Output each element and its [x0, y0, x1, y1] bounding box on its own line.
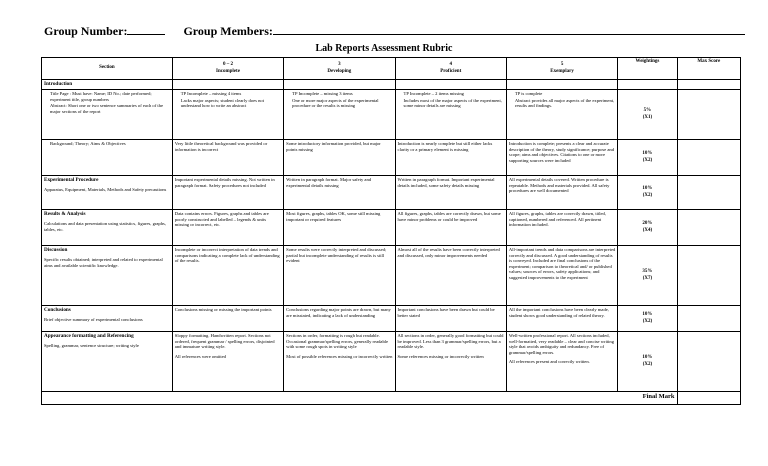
section-cell: Conclusions Brief objective summary of experimental conclusions: [42, 306, 173, 332]
exemplary-cell: All figures, graphs, tables are correctly drawn, titled, captioned, numbered and referenced. All pertinent information included.: [506, 210, 617, 246]
table-row: [42, 246, 741, 306]
developing-cell: Conclusions regarding major points are drawn, but many are misstated, indicating a lack of understanding: [284, 306, 395, 332]
incomplete-cell: Important experimental details missing. Not written in paragraph format. Safety procedures not included: [172, 176, 283, 210]
rubric-table: [41, 57, 741, 405]
proficient-cell: Written in paragraph format. Important experimental details included, some safety details missing: [395, 176, 506, 210]
header-row: [42, 58, 741, 80]
group-header: [44, 24, 734, 40]
col-header-developing: 3 Developing: [284, 58, 395, 80]
proficient-cell: Almost all of the results have been correctly interpreted and discussed, only minor improvements needed: [395, 246, 506, 306]
incomplete-cell: Conclusions missing or missing the important points: [172, 306, 283, 332]
group-members-blank[interactable]: [273, 24, 745, 35]
proficient-cell: Important conclusions have been drawn but could be better stated: [395, 306, 506, 332]
exemplary-cell: All-important trends and data comparisons are interpreted correctly and discussed. A good understanding of results is conveyed. Included are final conclusions of the experiment; comparison to theoretical and/ or published values; sources of errors, safety applications; and suggested improvements to the experiment: [506, 246, 617, 306]
exemplary-cell: • TP is complete • Abstract provides all major aspects of the experiment, results and findings.: [506, 90, 617, 140]
proficient-cell: Introduction is nearly complete but still either lacks clarity or a primary element is missing: [395, 140, 506, 176]
incomplete-cell: Incomplete or incorrect interpretation of data trends and comparisons indicating a complete lack of understanding of the results.: [172, 246, 283, 306]
developing-cell: • TP Incomplete – missing 3 items • One or more major aspects of the experimental procedure or the results is missing: [284, 90, 395, 140]
col-header-exemplary: 5 Exemplary: [506, 58, 617, 80]
max-score-cell[interactable]: [677, 332, 740, 392]
developing-cell: Most figures, graphs, tables OK, some still missing important or required features: [284, 210, 395, 246]
exemplary-cell: All the important conclusions have been clearly made, student shows good understanding of related theory.: [506, 306, 617, 332]
col-header-weightings: Weightings: [618, 58, 677, 80]
weighting-cell: 5% (X1): [618, 90, 677, 140]
table-row: [42, 332, 741, 392]
incomplete-cell: • TP Incomplete – missing 4 items • Lacks major aspects; student clearly does not understand how to write an abstract: [172, 90, 283, 140]
col-header-proficient: 4 Proficient: [395, 58, 506, 80]
section-cell: Discussion Specific results obtained; interpreted and related to experimental aims and available scientific knowledge.: [42, 246, 173, 306]
incomplete-cell: Sloppy formatting. Handwritten report. Sections not ordered, frequent grammar / spelling errors, disjointed and immature writing style. All references were omitted: [172, 332, 283, 392]
table-row: [42, 306, 741, 332]
weighting-cell: 20% (X4): [618, 210, 677, 246]
final-mark-row: [42, 392, 741, 405]
proficient-cell: All sections in order, generally good formatting but could be improved. Less than 3 grammar/spelling errors, but a readable style. Some references missing or incorrectly written: [395, 332, 506, 392]
developing-cell: Sections in order, formatting is rough but readable. Occasional grammar/spelling errors, generally readable with some rough spots in writing style Most of possible references missing or incorrectly written: [284, 332, 395, 392]
table-row: [42, 90, 741, 140]
exemplary-cell: Introduction is complete; presents a clear and accurate description of the theory, study significance; purpose and scope; aims and objectives. Citations to one or more supporting sources were included: [506, 140, 617, 176]
section-cell: • Title Page : Must have: Name; ID No.; date performed; experiment title, group numbers • Abstract: Short one or two sentence summaries of each of the major sections of the report: [42, 90, 173, 140]
group-number-blank[interactable]: [127, 24, 165, 35]
weighting-cell: 10% (X2): [618, 306, 677, 332]
max-score-cell[interactable]: [677, 210, 740, 246]
weighting-cell: 10% (X2): [618, 176, 677, 210]
weighting-cell: 10% (X2): [618, 140, 677, 176]
incomplete-cell: Data contains errors. Figures, graphs and tables are poorly constructed and labelled – legends & units missing or incorrect, etc.: [172, 210, 283, 246]
col-header-section: Section: [42, 58, 173, 80]
col-header-max-score: Max Score: [677, 58, 740, 80]
weighting-cell: 10% (X2): [618, 332, 677, 392]
developing-cell: Written in paragraph format. Major safety and experimental details missing: [284, 176, 395, 210]
max-score-cell[interactable]: [677, 90, 740, 140]
final-mark-cell[interactable]: [677, 392, 740, 405]
max-score-cell[interactable]: [677, 80, 740, 90]
rubric-title: Lab Reports Assessment Rubric: [315, 43, 453, 54]
group-number-label: Group Number:: [44, 24, 128, 38]
weighting-cell: 35% (X7): [618, 246, 677, 306]
col-header-incomplete: 0 – 2 Incomplete: [172, 58, 283, 80]
developing-cell: Some introductory information provided, but major points missing: [284, 140, 395, 176]
developing-cell: Some results were correctly interpreted and discussed; partial but incomplete understanding of results is still evident: [284, 246, 395, 306]
incomplete-cell: Very little theoretical background was provided or information is incorrect: [172, 140, 283, 176]
table-row: [42, 140, 741, 176]
table-row: [42, 80, 741, 90]
max-score-cell[interactable]: [677, 306, 740, 332]
section-cell: Introduction: [42, 80, 173, 90]
section-cell: Experimental Procedure Apparatus, Equipment, Materials, Methods and Safety precautions: [42, 176, 173, 210]
exemplary-cell: All experimental details covered. Written procedure is repeatable. Methods and materials provided. All safety procedures are well documented: [506, 176, 617, 210]
final-mark-label: Final Mark: [42, 392, 678, 405]
max-score-cell[interactable]: [677, 246, 740, 306]
table-row: [42, 176, 741, 210]
group-members-label: Group Members:: [183, 24, 273, 38]
section-cell: Results & Analysis Calculations and data presentation using statistics, figures, graphs, tables, etc.: [42, 210, 173, 246]
proficient-cell: • TP Incomplete – 2 items missing • Includes most of the major aspects of the experiment, some minor details are missing: [395, 90, 506, 140]
section-cell: • Background; Theory; Aims & Objectives: [42, 140, 173, 176]
table-row: [42, 210, 741, 246]
max-score-cell[interactable]: [677, 176, 740, 210]
proficient-cell: All figures, graphs, tables are correctly drawn, but some have minor problems or could be improved: [395, 210, 506, 246]
section-cell: Appearance formatting and Referencing Spelling, grammar, sentence structure; writing style: [42, 332, 173, 392]
exemplary-cell: Well-written professional report. All sections included, well-formatted, very readable – clear and concise writing style that avoids ambiguity and redundancy. Free of grammar/spelling errors. All references present and correctly written.: [506, 332, 617, 392]
max-score-cell[interactable]: [677, 140, 740, 176]
